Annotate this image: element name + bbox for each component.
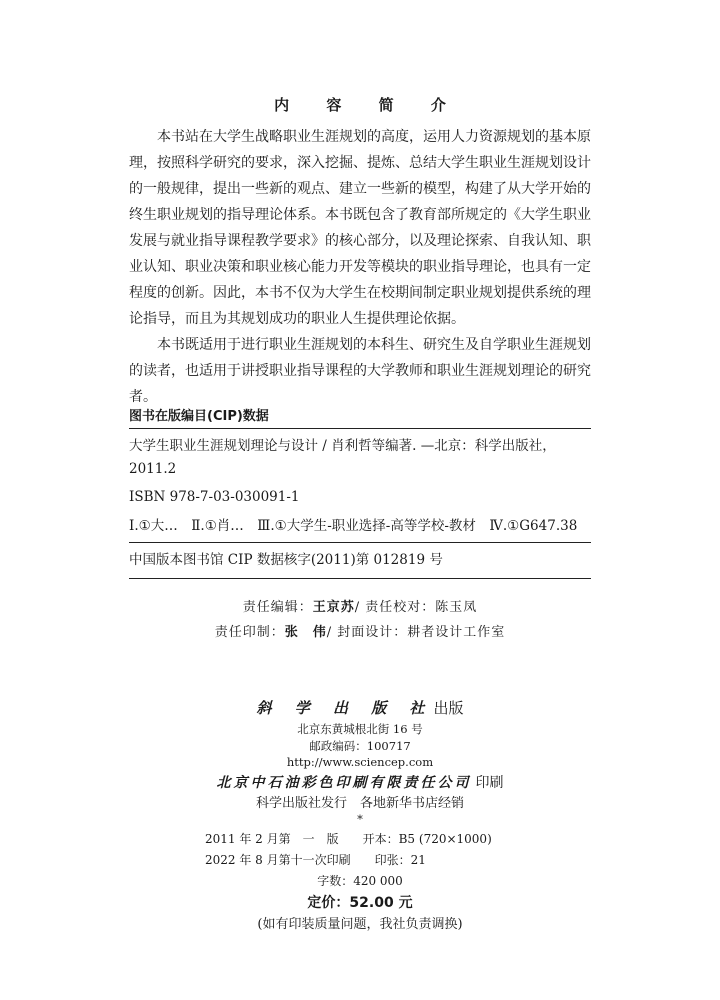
intro-paragraph: 本书站在大学生战略职业生涯规划的高度，运用人力资源规划的基本原理，按照科学研究的要求，深入挖掘、提炼、总结大学生职业生涯规划设计的一般规律，提出一些新的观点、建立一些新的模型，构建了从大学开始的终生职业规划的指导理论体系。本书既包含了教育部所规定的《大学生职业发展与就业指导课程教学要求》的核心部分，以及理论探索、自我认知、职业认知、职业决策和职业核心能力开发等模块的职业指导理论，也具有一定程度的创新。因此，本书不仅为大学生在校期间制定职业规划提供系统的理论指导，而且为其规划成功的职业人生提供理论依据。: [129, 129, 591, 327]
separator-asterisk: *: [357, 812, 363, 826]
printing-line: 2022 年 8 月第十一次印刷 印张：21: [205, 853, 426, 867]
edition-line: 2011 年 2 月第 一 版 开本：B5 (720×1000): [205, 832, 492, 846]
credit-rest: / 责任校对：陈玉凤: [354, 600, 478, 615]
distribution-line: 科学出版社发行 各地新华书店经销: [255, 796, 464, 811]
credit-print-supervisor-name: 张 伟: [284, 625, 327, 640]
cip-data-box: [129, 428, 591, 579]
publisher-name-suffix: 出版: [433, 699, 464, 717]
credits-line-production: [0, 621, 720, 640]
cip-entry: 大学生职业生涯规划理论与设计 / 肖利哲等编著. —北京：科学出版社，2011.2: [129, 438, 556, 477]
credit-editor-name: 王京苏: [312, 600, 355, 615]
word-count: 字数：420 000: [317, 874, 403, 888]
credit-label: 责任编辑：: [242, 600, 313, 615]
price: 定价：52.00 元: [307, 895, 413, 911]
publisher-name: 斜 学 出 版 社: [256, 699, 434, 717]
publisher-name-line: [0, 697, 720, 718]
cip-record-number: 中国版本图书馆 CIP 数据核字(2011)第 012819 号: [129, 552, 443, 568]
printer-suffix: 印刷: [475, 775, 504, 791]
cip-classification: Ⅰ.①大… Ⅱ.①肖… Ⅲ.①大学生-职业选择-高等学校-教材 Ⅳ.①G647.38: [129, 518, 578, 534]
publisher-postcode: 邮政编码：100717: [309, 739, 411, 753]
page-title: 内 容 简 介: [274, 96, 462, 114]
credits-line-editors: [0, 596, 720, 615]
intro-paragraph: 本书既适用于进行职业生涯规划的本科生、研究生及自学职业生涯规划的读者，也适用于讲授职业指导课程的大学教师和职业生涯规划理论的研究者。: [129, 337, 591, 405]
credit-label: 责任印制：: [214, 625, 285, 640]
intro-section: [129, 124, 591, 410]
publisher-address: 北京东黄城根北街 16 号: [297, 722, 423, 736]
cip-isbn: ISBN 978-7-03-030091-1: [129, 489, 300, 505]
cip-heading: 图书在版编目(CIP)数据: [129, 409, 269, 424]
credit-rest: / 封面设计：耕者设计工作室: [326, 625, 506, 640]
quality-notice: (如有印装质量问题，我社负责调换): [257, 917, 463, 932]
printer-line: [0, 772, 720, 792]
publisher-url: http://www.sciencep.com: [286, 755, 434, 769]
printer-name: 北京中石油彩色印刷有限责任公司: [216, 775, 472, 791]
